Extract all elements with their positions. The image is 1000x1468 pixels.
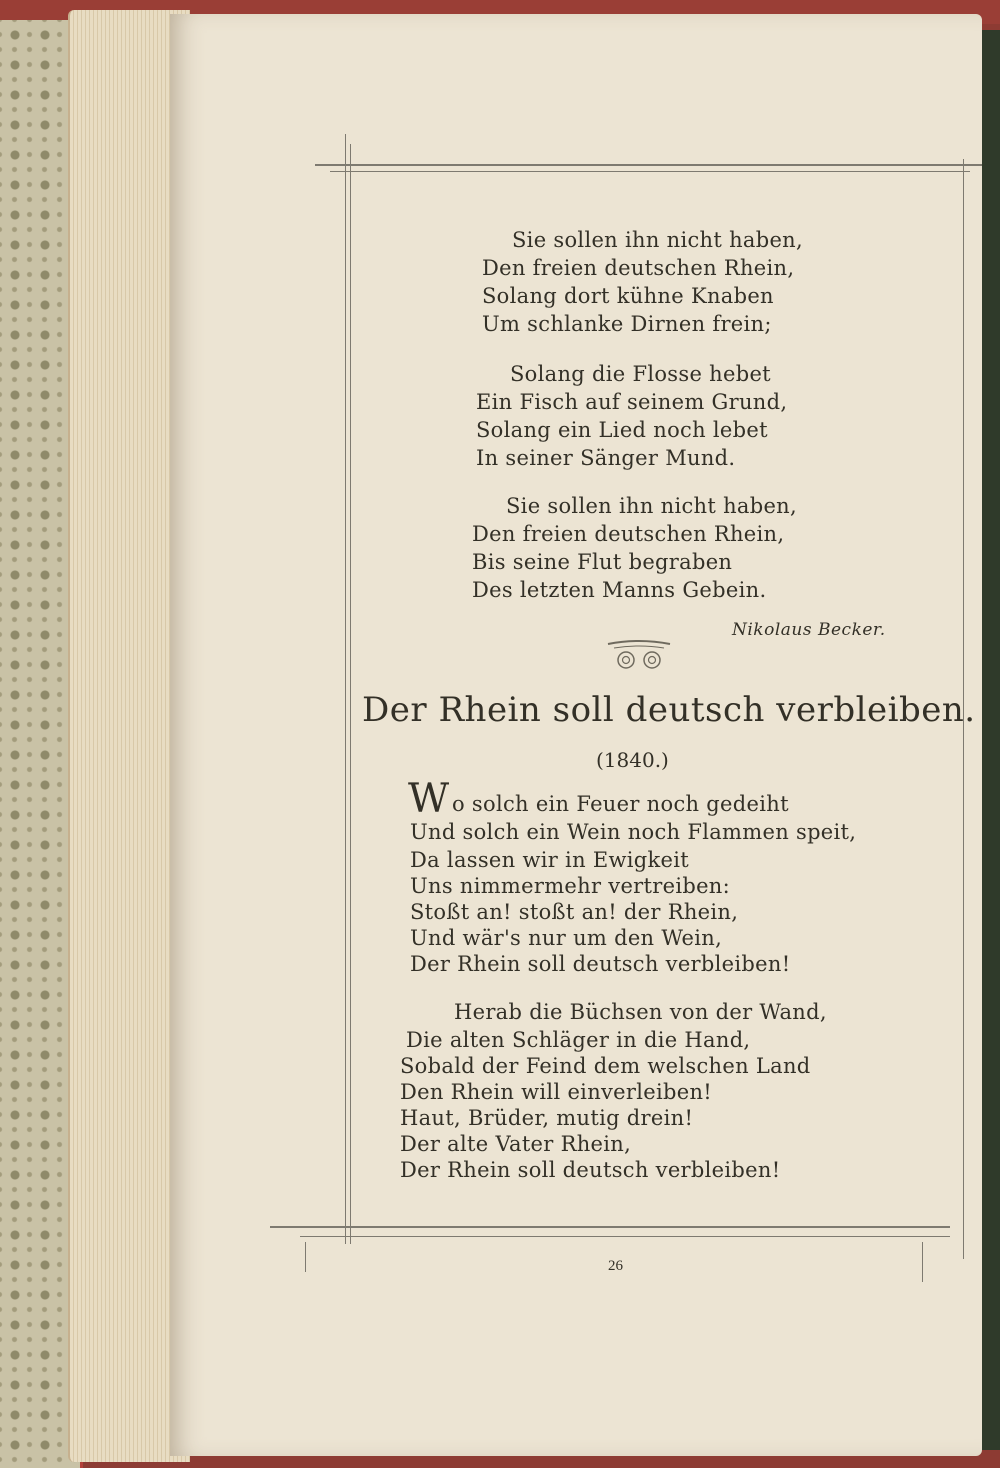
verse-line: Bis seine Flut begraben [472, 550, 733, 574]
frame-left-rule-2 [350, 144, 351, 1244]
frame-left-rule [345, 134, 346, 1244]
verse-line: Der Rhein soll deutsch verbleiben! [400, 1158, 781, 1182]
author-signature: Nikolaus Becker. [732, 620, 886, 640]
frame-bottom-left-mark [305, 1242, 306, 1272]
verse-line: Um schlanke Dirnen frein; [482, 312, 772, 336]
drop-cap: W [408, 776, 450, 822]
verse-line: Herab die Büchsen von der Wand, [454, 1000, 827, 1024]
verse-line: Der Rhein soll deutsch verbleiben! [410, 952, 791, 976]
verse-line: In seiner Sänger Mund. [476, 446, 736, 470]
verse-line: Und wär's nur um den Wein, [410, 926, 723, 950]
verse-line: Solang die Flosse hebet [510, 362, 771, 386]
frame-bottom-rule [270, 1226, 950, 1228]
frame-top-rule-2 [330, 171, 970, 172]
frame-bottom-rule-2 [300, 1236, 950, 1237]
verse-line: o solch ein Feuer noch gedeiht [452, 792, 789, 816]
verse-line: Sie sollen ihn nicht haben, [506, 494, 797, 518]
ornament-vignette [604, 638, 674, 674]
verse-line: Haut, Brüder, mutig drein! [400, 1106, 694, 1130]
poem-year: (1840.) [596, 748, 669, 772]
verse-line: Sie sollen ihn nicht haben, [512, 228, 803, 252]
verse-line: Sobald der Feind dem welschen Land [400, 1054, 811, 1078]
verse-line: Solang dort kühne Knaben [482, 284, 774, 308]
verse-line: Und solch ein Wein noch Flammen speit, [410, 820, 857, 844]
poem-title: Der Rhein soll deutsch verbleiben. [362, 690, 976, 730]
verse-line: Da lassen wir in Ewigkeit [410, 848, 690, 872]
verse-line: Uns nimmermehr vertreiben: [410, 874, 731, 898]
verse-line: Des letzten Manns Gebein. [472, 578, 767, 602]
verse-line: Ein Fisch auf seinem Grund, [476, 390, 788, 414]
verse-line: Die alten Schläger in die Hand, [406, 1028, 751, 1052]
verse-line: Der alte Vater Rhein, [400, 1132, 632, 1156]
frame-bottom-right-mark [922, 1242, 923, 1282]
verse-line: Den freien deutschen Rhein, [482, 256, 795, 280]
verse-line: Stoßt an! stoßt an! der Rhein, [410, 900, 739, 924]
verse-line: Den Rhein will einverleiben! [400, 1080, 713, 1104]
page-number: 26 [608, 1258, 623, 1274]
verse-line: Solang ein Lied noch lebet [476, 418, 768, 442]
frame-top-rule [315, 164, 982, 166]
verse-line: Den freien deutschen Rhein, [472, 522, 785, 546]
